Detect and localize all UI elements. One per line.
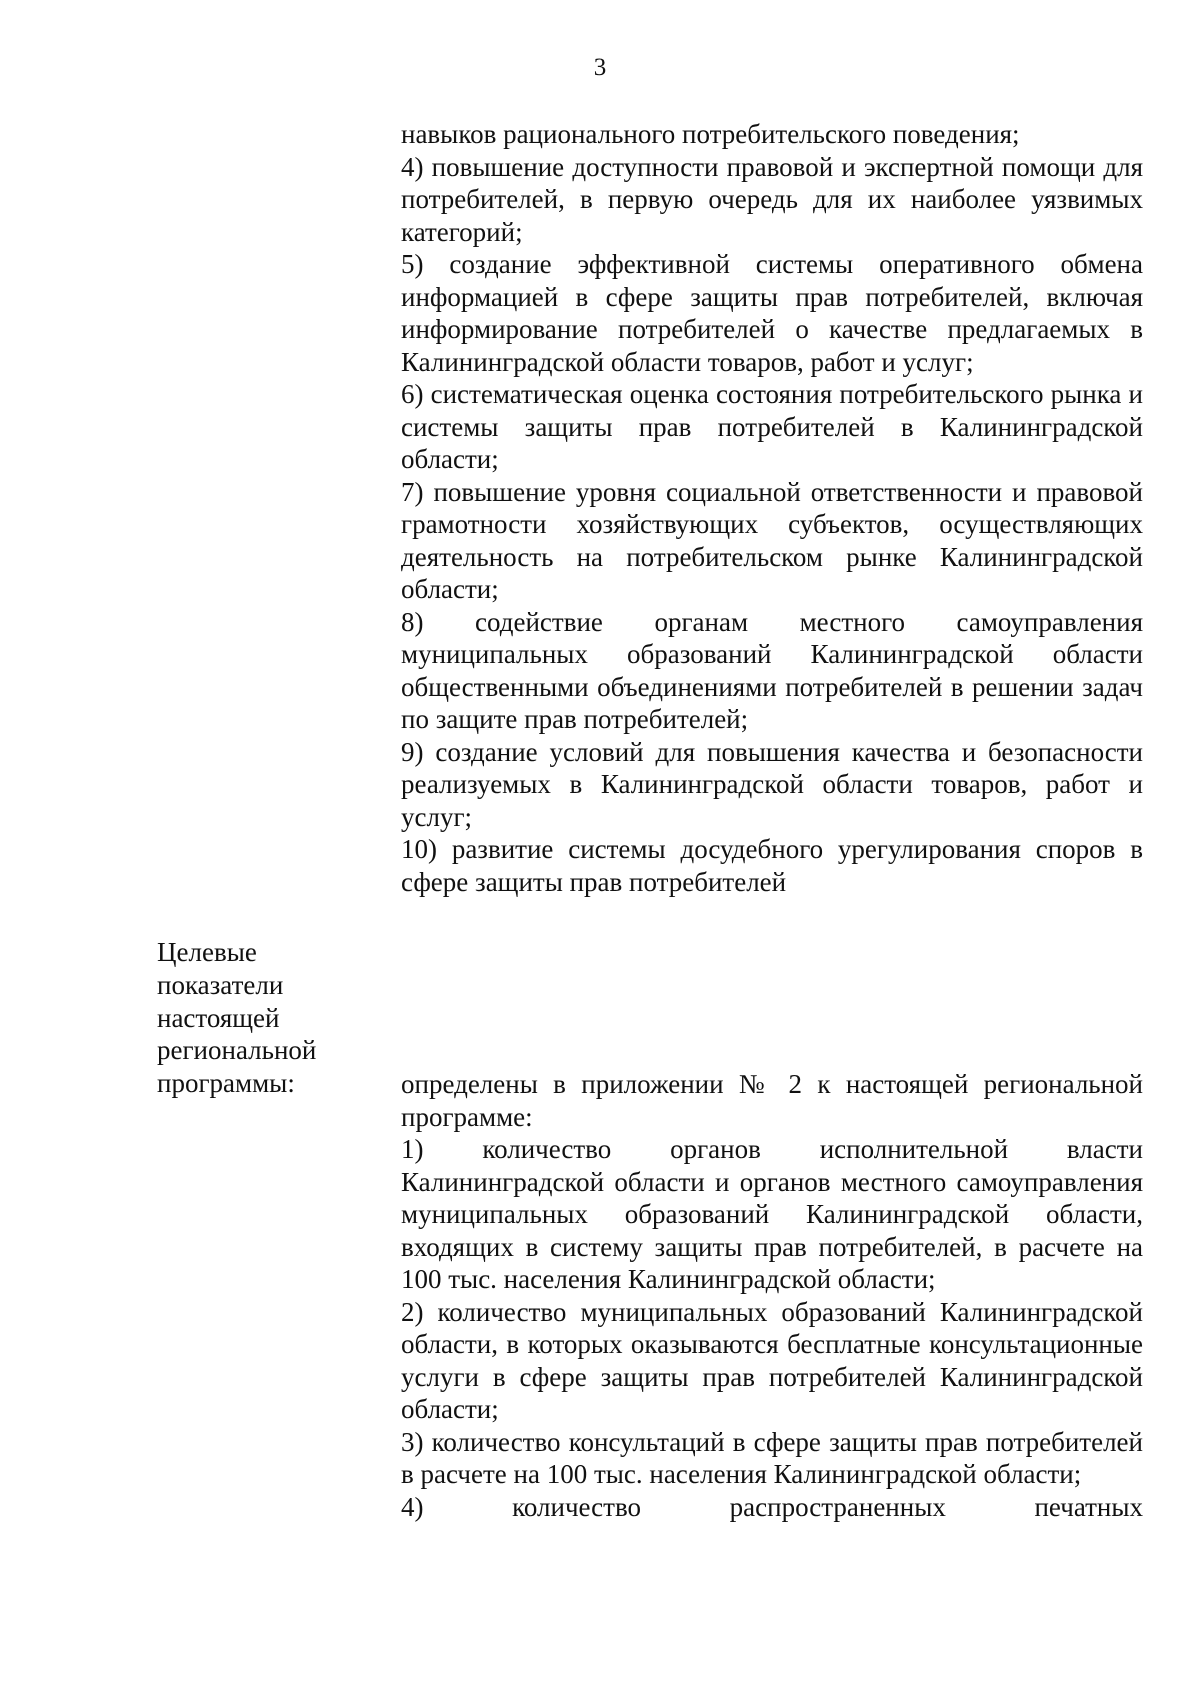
list-item: 3) количество консультаций в сфере защиты прав потребителей в расчете на 100 тыс. населения Калининградской области; — [401, 1426, 1143, 1489]
list-item: 4) количество распространенных печатных — [401, 1491, 1143, 1522]
label-line: Целевые — [157, 937, 257, 967]
list-item: 4) повышение доступности правовой и экспертной помощи для потребителей, в первую очередь для их наиболее уязвимых категорий; — [401, 151, 1143, 247]
page-number: 3 — [593, 54, 607, 81]
list-item: 2) количество муниципальных образований Калининградской области, в которых оказываются бесплатные консультационные услуги в сфере защиты прав потребителей Калининградской области; — [401, 1296, 1143, 1424]
list-item: 8) содействие органам местного самоуправления муниципальных образований Калининградской области общественными объединениями потребителей в решении задач по защите прав потребителей; — [401, 606, 1143, 734]
label-line: показатели — [157, 969, 284, 1000]
label-line: программы: — [157, 1068, 295, 1099]
target-indicators-list — [401, 1068, 1143, 1523]
label-line: региональной — [157, 1035, 317, 1066]
target-indicators-label — [157, 936, 357, 1100]
list-item: определены в приложении № 2 к настоящей региональной программе: — [401, 1069, 1143, 1132]
list-item: навыков рационального потребительского поведения; — [401, 119, 1020, 149]
list-item: 9) создание условий для повышения качества и безопасности реализуемых в Калининградской области товаров, работ и услуг; — [401, 736, 1143, 832]
list-item: 6) систематическая оценка состояния потребительского рынка и системы защиты прав потребителей в Калининградской области; — [401, 379, 1143, 474]
list-item: 5) создание эффективной системы оперативного обмена информацией в сфере защиты прав потребителей, включая информирование потребителей о качестве предлагаемых в Калининградской области товаров, работ и услуг; — [401, 249, 1143, 377]
list-item: 7) повышение уровня социальной ответственности и правовой грамотности хозяйствующих субъектов, осуществляющих деятельность на потребительском рынке Калининградской области; — [401, 476, 1143, 604]
list-item: 1) количество органов исполнительной власти Калининградской области и органов местного самоуправления муниципальных образований Калининградской области, входящих в систему защиты прав потребителей, в расчете на 100 тыс. населения Калининградской области; — [401, 1134, 1143, 1294]
list-item: 10) развитие системы досудебного урегулирования споров в сфере защиты прав потребителей — [401, 834, 1143, 897]
tasks-list — [401, 118, 1143, 898]
label-line: настоящей — [157, 1002, 280, 1033]
